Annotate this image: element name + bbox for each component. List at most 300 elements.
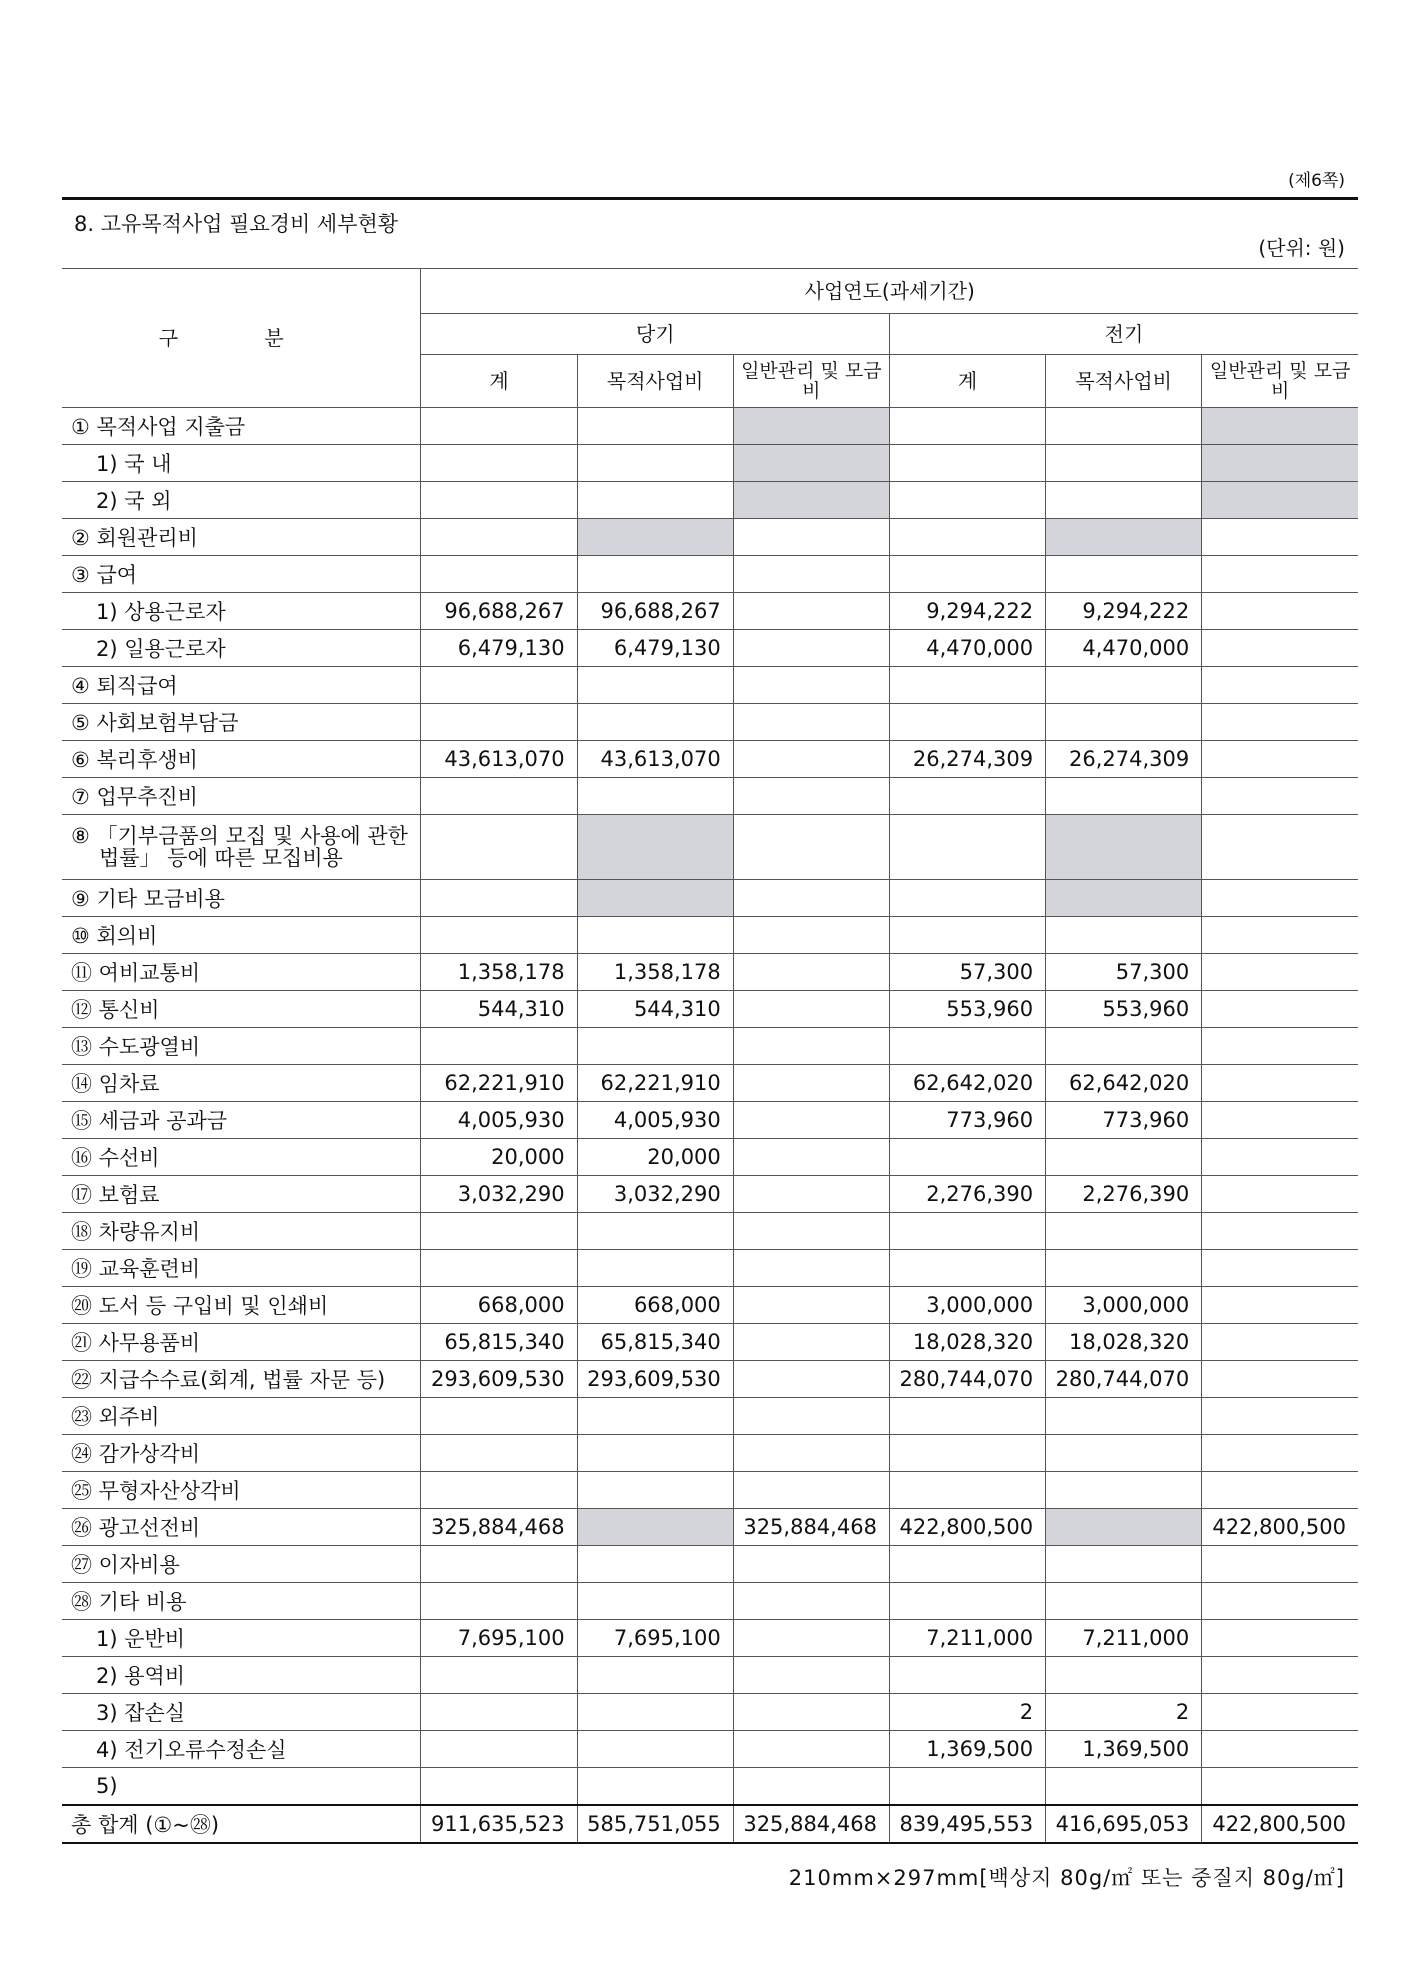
value-cell: [1202, 1435, 1358, 1472]
value-cell: 293,609,530: [421, 1361, 577, 1398]
value-cell: 544,310: [577, 991, 733, 1028]
total-row: [62, 1805, 1358, 1843]
value-cell: 280,744,070: [889, 1361, 1045, 1398]
value-cell: [1046, 519, 1202, 556]
value-cell: 1,369,500: [889, 1731, 1045, 1768]
value-cell: [577, 1213, 733, 1250]
value-cell: [1046, 1657, 1202, 1694]
value-cell: 280,744,070: [1046, 1361, 1202, 1398]
value-cell: [733, 880, 889, 917]
total-value-cell: 416,695,053: [1046, 1805, 1202, 1843]
value-cell: 4,470,000: [1046, 630, 1202, 667]
row-label: 1) 국 내: [62, 445, 421, 482]
total-value-cell: 422,800,500: [1202, 1805, 1358, 1843]
row-label: ⑲ 교육훈련비: [62, 1250, 421, 1287]
table-row: [62, 630, 1358, 667]
value-cell: [577, 482, 733, 519]
value-cell: [421, 1435, 577, 1472]
value-cell: 3,000,000: [889, 1287, 1045, 1324]
value-cell: [1202, 667, 1358, 704]
value-cell: [421, 445, 577, 482]
value-cell: [889, 1472, 1045, 1509]
value-cell: [889, 1546, 1045, 1583]
page-number: (제6쪽): [1288, 171, 1345, 191]
value-cell: 26,274,309: [889, 741, 1045, 778]
header-current-total: 계: [421, 355, 577, 408]
value-cell: [421, 1583, 577, 1620]
table-row: [62, 1176, 1358, 1213]
value-cell: [889, 1028, 1045, 1065]
table-row: [62, 1472, 1358, 1509]
value-cell: [733, 1213, 889, 1250]
row-label: ⑳ 도서 등 구입비 및 인쇄비: [62, 1287, 421, 1324]
table-row: [62, 917, 1358, 954]
value-cell: [733, 519, 889, 556]
row-label: 1) 운반비: [62, 1620, 421, 1657]
value-cell: [1202, 630, 1358, 667]
value-cell: [421, 667, 577, 704]
value-cell: 2: [1046, 1694, 1202, 1731]
value-cell: [733, 1065, 889, 1102]
value-cell: [1046, 1250, 1202, 1287]
value-cell: 65,815,340: [577, 1324, 733, 1361]
table-row: [62, 954, 1358, 991]
value-cell: [577, 778, 733, 815]
value-cell: 422,800,500: [1202, 1509, 1358, 1546]
table-row: [62, 556, 1358, 593]
row-label: ㉓ 외주비: [62, 1398, 421, 1435]
value-cell: [1202, 1731, 1358, 1768]
value-cell: [733, 991, 889, 1028]
value-cell: [1046, 704, 1202, 741]
row-label: ⑦ 업무추진비: [62, 778, 421, 815]
row-label: ⑪ 여비교통비: [62, 954, 421, 991]
row-label: [62, 815, 421, 880]
table-row: [62, 445, 1358, 482]
row-label: ⑬ 수도광열비: [62, 1028, 421, 1065]
value-cell: [889, 1657, 1045, 1694]
value-cell: 96,688,267: [577, 593, 733, 630]
table-row: [62, 1731, 1358, 1768]
header-previous-admin: 일반관리 및 모금비: [1202, 355, 1358, 408]
row-label: ⑮ 세금과 공과금: [62, 1102, 421, 1139]
value-cell: [733, 815, 889, 880]
table-row: [62, 1065, 1358, 1102]
value-cell: [577, 1731, 733, 1768]
value-cell: [733, 1028, 889, 1065]
table-row: [62, 1657, 1358, 1694]
value-cell: [1046, 1583, 1202, 1620]
row-label: ⑯ 수선비: [62, 1139, 421, 1176]
value-cell: [733, 1583, 889, 1620]
table-row: [62, 1509, 1358, 1546]
value-cell: [889, 556, 1045, 593]
value-cell: [577, 667, 733, 704]
header-category: 구 분: [62, 269, 421, 408]
value-cell: [733, 1287, 889, 1324]
header-current-period: 당기: [421, 314, 889, 355]
value-cell: [733, 1546, 889, 1583]
total-value-cell: 325,884,468: [733, 1805, 889, 1843]
row-label: ㉗ 이자비용: [62, 1546, 421, 1583]
value-cell: 20,000: [577, 1139, 733, 1176]
value-cell: 6,479,130: [421, 630, 577, 667]
table-row: [62, 1620, 1358, 1657]
row-label: ⑱ 차량유지비: [62, 1213, 421, 1250]
value-cell: [1202, 1398, 1358, 1435]
value-cell: [1046, 1768, 1202, 1806]
value-cell: [889, 1435, 1045, 1472]
value-cell: [1202, 1546, 1358, 1583]
table-row: [62, 991, 1358, 1028]
value-cell: [733, 445, 889, 482]
value-cell: 7,695,100: [577, 1620, 733, 1657]
value-cell: [1202, 1472, 1358, 1509]
value-cell: [1046, 408, 1202, 445]
value-cell: [421, 1028, 577, 1065]
value-cell: [1046, 1435, 1202, 1472]
unit-label: (단위: 원): [1258, 236, 1345, 260]
value-cell: [733, 1361, 889, 1398]
value-cell: [1202, 917, 1358, 954]
table-row: [62, 593, 1358, 630]
value-cell: [889, 880, 1045, 917]
value-cell: [1046, 1472, 1202, 1509]
value-cell: [1046, 880, 1202, 917]
value-cell: [889, 1213, 1045, 1250]
value-cell: [733, 593, 889, 630]
table-row: [62, 667, 1358, 704]
value-cell: [1202, 1176, 1358, 1213]
value-cell: 773,960: [889, 1102, 1045, 1139]
value-cell: [577, 1398, 733, 1435]
value-cell: [421, 1472, 577, 1509]
value-cell: [1046, 556, 1202, 593]
table-row: [62, 1694, 1358, 1731]
table-body: [62, 408, 1358, 1844]
value-cell: [733, 1435, 889, 1472]
table-row: [62, 815, 1358, 880]
value-cell: [1202, 408, 1358, 445]
value-cell: [421, 778, 577, 815]
value-cell: 18,028,320: [1046, 1324, 1202, 1361]
value-cell: [733, 630, 889, 667]
value-cell: [421, 815, 577, 880]
value-cell: [421, 1694, 577, 1731]
value-cell: [889, 1768, 1045, 1806]
value-cell: [421, 1250, 577, 1287]
value-cell: 3,000,000: [1046, 1287, 1202, 1324]
value-cell: [889, 482, 1045, 519]
value-cell: [1202, 1102, 1358, 1139]
value-cell: [889, 1398, 1045, 1435]
table-row: [62, 1102, 1358, 1139]
value-cell: [577, 519, 733, 556]
total-value-cell: 839,495,553: [889, 1805, 1045, 1843]
total-value-cell: 911,635,523: [421, 1805, 577, 1843]
header-business-year: 사업연도(과세기간): [421, 269, 1358, 314]
value-cell: 62,221,910: [421, 1065, 577, 1102]
table-row: [62, 1324, 1358, 1361]
table-row: [62, 741, 1358, 778]
value-cell: [577, 408, 733, 445]
value-cell: 6,479,130: [577, 630, 733, 667]
table-row: [62, 880, 1358, 917]
table-row: [62, 1768, 1358, 1806]
value-cell: [577, 917, 733, 954]
value-cell: 1,358,178: [421, 954, 577, 991]
value-cell: [577, 1250, 733, 1287]
value-cell: [577, 1657, 733, 1694]
value-cell: [889, 815, 1045, 880]
value-cell: [1202, 1139, 1358, 1176]
value-cell: [889, 1250, 1045, 1287]
header-previous-period: 전기: [889, 314, 1358, 355]
value-cell: [577, 445, 733, 482]
value-cell: [889, 917, 1045, 954]
table-row: [62, 1139, 1358, 1176]
row-label: ④ 퇴직급여: [62, 667, 421, 704]
value-cell: [733, 1102, 889, 1139]
value-cell: [1046, 815, 1202, 880]
value-cell: [733, 1657, 889, 1694]
value-cell: 20,000: [421, 1139, 577, 1176]
value-cell: [733, 1768, 889, 1806]
value-cell: 62,642,020: [1046, 1065, 1202, 1102]
table-row: [62, 778, 1358, 815]
value-cell: 57,300: [1046, 954, 1202, 991]
value-cell: 3,032,290: [577, 1176, 733, 1213]
row-label: ⑨ 기타 모금비용: [62, 880, 421, 917]
value-cell: [1202, 704, 1358, 741]
value-cell: [889, 519, 1045, 556]
value-cell: 668,000: [577, 1287, 733, 1324]
value-cell: 43,613,070: [421, 741, 577, 778]
value-cell: [1202, 741, 1358, 778]
table-row: [62, 1287, 1358, 1324]
value-cell: [1202, 482, 1358, 519]
value-cell: 325,884,468: [421, 1509, 577, 1546]
value-cell: 9,294,222: [889, 593, 1045, 630]
table-row: [62, 519, 1358, 556]
value-cell: [421, 482, 577, 519]
value-cell: [1202, 1250, 1358, 1287]
value-cell: [421, 1213, 577, 1250]
value-cell: [421, 1768, 577, 1806]
row-label: ㉔ 감가상각비: [62, 1435, 421, 1472]
header-previous-purpose: 목적사업비: [1046, 355, 1202, 408]
table-row: [62, 1583, 1358, 1620]
value-cell: [733, 1324, 889, 1361]
value-cell: 26,274,309: [1046, 741, 1202, 778]
value-cell: [577, 1028, 733, 1065]
value-cell: [1046, 445, 1202, 482]
value-cell: 9,294,222: [1046, 593, 1202, 630]
value-cell: 43,613,070: [577, 741, 733, 778]
table-row: [62, 1028, 1358, 1065]
total-value-cell: 585,751,055: [577, 1805, 733, 1843]
value-cell: 773,960: [1046, 1102, 1202, 1139]
header-current-purpose: 목적사업비: [577, 355, 733, 408]
value-cell: [421, 1546, 577, 1583]
value-cell: [421, 704, 577, 741]
value-cell: [1202, 1620, 1358, 1657]
row-label: ③ 급여: [62, 556, 421, 593]
value-cell: [889, 704, 1045, 741]
table-row: [62, 1398, 1358, 1435]
value-cell: [733, 1398, 889, 1435]
row-label: ⑭ 임차료: [62, 1065, 421, 1102]
row-label: ⑥ 복리후생비: [62, 741, 421, 778]
value-cell: 7,211,000: [1046, 1620, 1202, 1657]
header-previous-total: 계: [889, 355, 1045, 408]
value-cell: [1046, 778, 1202, 815]
value-cell: [889, 408, 1045, 445]
table-row: [62, 1435, 1358, 1472]
value-cell: [421, 519, 577, 556]
row-label: ⑩ 회의비: [62, 917, 421, 954]
value-cell: [1202, 1694, 1358, 1731]
row-label: ⑤ 사회보험부담금: [62, 704, 421, 741]
value-cell: [733, 1139, 889, 1176]
row-label: 5): [62, 1768, 421, 1806]
row-label: ㉖ 광고선전비: [62, 1509, 421, 1546]
value-cell: [733, 917, 889, 954]
row-label: 2) 용역비: [62, 1657, 421, 1694]
value-cell: [1202, 954, 1358, 991]
value-cell: 7,211,000: [889, 1620, 1045, 1657]
value-cell: [1202, 556, 1358, 593]
row-label: ② 회원관리비: [62, 519, 421, 556]
value-cell: [733, 1620, 889, 1657]
total-label: 총 합계 (①~㉘): [62, 1805, 421, 1843]
value-cell: 553,960: [889, 991, 1045, 1028]
value-cell: [577, 704, 733, 741]
value-cell: 1,369,500: [1046, 1731, 1202, 1768]
value-cell: [421, 880, 577, 917]
value-cell: [577, 815, 733, 880]
top-rule: [62, 197, 1358, 200]
value-cell: [1202, 1657, 1358, 1694]
value-cell: [577, 1435, 733, 1472]
value-cell: [1202, 519, 1358, 556]
value-cell: [1202, 991, 1358, 1028]
value-cell: [1202, 815, 1358, 880]
row-label: ㉒ 지급수수료(회계, 법률 자문 등): [62, 1361, 421, 1398]
value-cell: 57,300: [889, 954, 1045, 991]
value-cell: [733, 408, 889, 445]
value-cell: [889, 1583, 1045, 1620]
table-row: [62, 1361, 1358, 1398]
value-cell: [733, 741, 889, 778]
value-cell: [421, 917, 577, 954]
value-cell: [421, 556, 577, 593]
value-cell: [421, 408, 577, 445]
value-cell: [1046, 1028, 1202, 1065]
value-cell: 62,642,020: [889, 1065, 1045, 1102]
row-label: ㉘ 기타 비용: [62, 1583, 421, 1620]
value-cell: 18,028,320: [889, 1324, 1045, 1361]
value-cell: [1046, 482, 1202, 519]
value-cell: [1202, 1324, 1358, 1361]
value-cell: [421, 1731, 577, 1768]
value-cell: [577, 1546, 733, 1583]
value-cell: [1046, 1398, 1202, 1435]
value-cell: [889, 667, 1045, 704]
value-cell: [733, 1472, 889, 1509]
value-cell: [421, 1398, 577, 1435]
paper-spec-footer: 210mm×297mm[백상지 80g/㎡ 또는 중질지 80g/㎡]: [788, 1866, 1345, 1890]
value-cell: 422,800,500: [889, 1509, 1045, 1546]
value-cell: 325,884,468: [733, 1509, 889, 1546]
value-cell: [733, 954, 889, 991]
value-cell: 544,310: [421, 991, 577, 1028]
value-cell: [889, 778, 1045, 815]
value-cell: [1046, 1546, 1202, 1583]
value-cell: [1202, 1028, 1358, 1065]
table-row: [62, 1213, 1358, 1250]
table-row: [62, 1546, 1358, 1583]
value-cell: [733, 704, 889, 741]
value-cell: [1202, 1361, 1358, 1398]
table-row: [62, 482, 1358, 519]
expense-detail-table: [62, 268, 1358, 1844]
value-cell: [733, 1176, 889, 1213]
value-cell: [577, 1472, 733, 1509]
value-cell: [1046, 1509, 1202, 1546]
row-label-text: ⑧ 「기부금품의 모집 및 사용에 관한 법률」 등에 따른 모집비용: [71, 824, 408, 870]
value-cell: 7,695,100: [421, 1620, 577, 1657]
value-cell: [1202, 1213, 1358, 1250]
value-cell: [733, 667, 889, 704]
value-cell: [1202, 1768, 1358, 1806]
value-cell: [1046, 1213, 1202, 1250]
value-cell: [1202, 1583, 1358, 1620]
value-cell: [889, 1139, 1045, 1176]
value-cell: [1202, 445, 1358, 482]
row-label: ⑰ 보험료: [62, 1176, 421, 1213]
header-current-admin: 일반관리 및 모금비: [733, 355, 889, 408]
value-cell: [577, 1509, 733, 1546]
row-label: ㉑ 사무용품비: [62, 1324, 421, 1361]
value-cell: [577, 556, 733, 593]
value-cell: 62,221,910: [577, 1065, 733, 1102]
value-cell: [577, 1694, 733, 1731]
row-label: ⑫ 통신비: [62, 991, 421, 1028]
row-label: 2) 국 외: [62, 482, 421, 519]
section-title: 8. 고유목적사업 필요경비 세부현황: [74, 212, 399, 236]
row-label: ① 목적사업 지출금: [62, 408, 421, 445]
value-cell: [577, 1768, 733, 1806]
value-cell: [577, 880, 733, 917]
value-cell: [733, 1694, 889, 1731]
table-row: [62, 408, 1358, 445]
row-label: 3) 잡손실: [62, 1694, 421, 1731]
value-cell: [577, 1583, 733, 1620]
value-cell: [733, 778, 889, 815]
value-cell: [1046, 667, 1202, 704]
table-row: [62, 1250, 1358, 1287]
value-cell: [733, 482, 889, 519]
value-cell: [733, 556, 889, 593]
value-cell: 668,000: [421, 1287, 577, 1324]
value-cell: 553,960: [1046, 991, 1202, 1028]
row-label: 4) 전기오류수정손실: [62, 1731, 421, 1768]
value-cell: 2,276,390: [1046, 1176, 1202, 1213]
value-cell: 3,032,290: [421, 1176, 577, 1213]
value-cell: [1202, 880, 1358, 917]
value-cell: [1202, 593, 1358, 630]
